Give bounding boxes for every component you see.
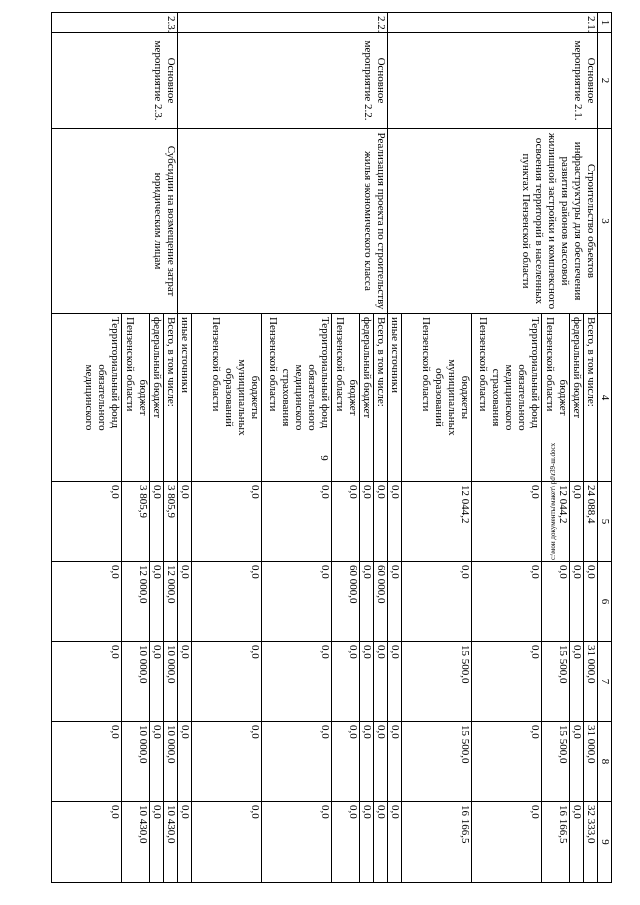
amount-cell: 0,0 [192,642,262,722]
amount-cell: 0,0 [402,562,472,642]
amount-cell: 60 000,0 [374,562,388,642]
funding-source-line: Пензенской области [267,317,279,412]
amount-cell: 0,0 [332,642,360,722]
funding-source-line: бюджет [347,379,359,416]
amount-cell: 0,0 [542,562,570,642]
amount-cell: 3 805,9 [122,482,150,562]
amount-cell: 0,0 [192,562,262,642]
amount-cell: 60 000,0 [332,562,360,642]
amount-cell: 0,0 [192,802,262,883]
funding-source-cell [374,314,388,482]
amount-cell: 0,0 [360,562,374,642]
amount-cell: 12 044,2 [402,482,472,562]
amount-cell: 0,0 [332,482,360,562]
funding-source-line: бюджеты [249,375,261,420]
amount-cell: 0,0 [570,802,584,883]
header-cell: 5 [598,482,612,562]
amount-cell: 0,0 [52,802,122,883]
amount-cell: 15 500,0 [542,722,570,802]
amount-cell: 0,0 [360,642,374,722]
amount-cell: 16 166,5 [542,802,570,883]
amount-cell: 0,0 [472,802,542,883]
amount-cell: 0,0 [150,722,164,802]
amount-cell: 0,0 [388,722,402,802]
amount-cell: 10 000,0 [164,722,178,802]
funding-source-cell [52,314,122,482]
funding-source-line: Всего, в том числе: [375,317,387,407]
funding-source-cell [360,314,374,482]
measure-kind-cell: Основное мероприятие 2.1. [388,33,598,129]
table-row [374,13,388,883]
funding-source-cell [388,314,402,482]
amount-cell: 15 500,0 [542,642,570,722]
amount-cell: 32 333,0 [584,802,598,883]
funding-source-line: Территориальный фонд [109,317,121,429]
amount-cell: 0,0 [178,722,192,802]
amount-cell: 0,0 [178,562,192,642]
funding-source-cell [332,314,360,482]
funding-source-line: обязательного [516,364,528,431]
funding-source-line: Пензенской области [477,317,489,412]
header-cell: 2 [598,33,612,129]
amount-cell: 0,0 [52,482,122,562]
amount-cell: 31 000,0 [584,642,598,722]
funding-source-line: обязательного [96,364,108,431]
amount-cell: 0,0 [374,802,388,883]
measure-number-cell: 2.1. [388,13,598,33]
amount-cell: 10 430,0 [164,802,178,883]
amount-cell: 0,0 [374,642,388,722]
funding-source-line: образований [223,368,235,427]
amount-cell: 0,0 [262,482,332,562]
funding-source-line: Территориальный фонд [529,317,541,429]
funding-source-line: федеральный бюджет [151,317,163,419]
funding-source-cell [164,314,178,482]
amount-cell: 0,0 [150,642,164,722]
measure-kind-cell: Основное мероприятие 2.2. [178,33,388,129]
amount-cell: 0,0 [150,482,164,562]
funding-source-line: Всего, в том числе: [585,317,597,407]
amount-cell: 0,0 [332,722,360,802]
funding-source-cell [192,314,262,482]
funding-source-line: страхования [280,368,292,427]
funding-source-line: Пензенской области [544,317,556,412]
funding-source-line: Пензенской области [210,317,222,412]
funding-source-cell [402,314,472,482]
amount-cell: 10 000,0 [164,642,178,722]
measure-number-cell: 2.2. [178,13,388,33]
amount-cell: 0,0 [262,722,332,802]
measure-title-cell: Строительство объектов инфраструктуры для обеспечения развития районов массовой жилищной застройки и комплексного освоения территорий в населенных пунктах Пензенской области [388,129,598,314]
amount-cell: 12 044,2 [542,482,570,562]
amount-cell: 0,0 [472,642,542,722]
amount-cell: 0,0 [472,722,542,802]
funding-source-line: образований [433,368,445,427]
funding-source-line: Пензенской области [334,317,346,412]
funding-source-line: муниципальных [236,359,248,436]
header-cell: 6 [598,562,612,642]
funding-source-line: бюджеты [459,375,471,420]
funding-source-cell [262,314,332,482]
amount-cell: 0,0 [52,642,122,722]
header-cell: 3 [598,129,612,314]
funding-source-line: бюджет [557,379,569,416]
table-row [584,13,598,883]
amount-cell: 0,0 [570,482,584,562]
amount-cell: 0,0 [388,482,402,562]
funding-source-cell [150,314,164,482]
rotated-table-container [62,12,612,882]
header-cell: 7 [598,642,612,722]
amount-cell: 15 500,0 [402,642,472,722]
table-row [164,13,178,883]
amount-cell: 0,0 [472,562,542,642]
amount-cell: 0,0 [262,642,332,722]
funding-source-line: обязательного [306,364,318,431]
amount-cell: 0,0 [262,802,332,883]
measure-kind-cell: Основное мероприятие 2.3. [52,33,178,129]
funding-source-line: федеральный бюджет [571,317,583,419]
amount-cell: 0,0 [150,562,164,642]
funding-source-line: Пензенской области [420,317,432,412]
funding-source-line: бюджет [137,379,149,416]
funding-source-line: иные источники [389,317,401,393]
amount-cell: 0,0 [388,562,402,642]
amount-cell: 0,0 [360,482,374,562]
amount-cell: 0,0 [374,482,388,562]
funding-source-cell [122,314,150,482]
funding-source-line: федеральный бюджет [361,317,373,419]
funding-source-cell [542,314,570,482]
funding-source-line: медицинского [83,364,95,431]
funding-source-line: Территориальный фонд [319,317,331,429]
header-cell: 1 [598,13,612,33]
amount-cell: 15 500,0 [402,722,472,802]
funding-source-line: медицинского [293,364,305,431]
amount-cell: 0,0 [332,802,360,883]
amount-cell: 0,0 [192,722,262,802]
header-cell: 9 [598,802,612,883]
amount-cell: 0,0 [360,802,374,883]
funding-source-cell [570,314,584,482]
amount-cell: 10 430,0 [122,802,150,883]
funding-source-cell [472,314,542,482]
amount-cell: 16 166,5 [402,802,472,883]
amount-cell: 0,0 [374,722,388,802]
amount-cell: 0,0 [178,642,192,722]
amount-cell: 10 000,0 [122,642,150,722]
header-cell: 4 [598,314,612,482]
funding-source-line: медицинского [503,364,515,431]
funding-source-line: иные источники [179,317,191,393]
amount-cell: 0,0 [584,562,598,642]
amount-cell: 3 805,9 [164,482,178,562]
amount-cell: 0,0 [262,562,332,642]
page-number: 6 [319,455,331,461]
amount-cell: 10 000,0 [122,722,150,802]
funding-source-line: страхования [490,368,502,427]
funding-source-cell [178,314,192,482]
amount-cell: 0,0 [52,722,122,802]
budget-table [51,12,612,883]
amount-cell: 0,0 [360,722,374,802]
measure-title-cell: Субсидии на возмещение затрат юридическим лицам [52,129,178,314]
amount-cell: 0,0 [150,802,164,883]
amount-cell: 0,0 [178,802,192,883]
funding-source-line: Всего, в том числе: [165,317,177,407]
header-cell: 8 [598,722,612,802]
amount-cell: 0,0 [192,482,262,562]
amount-cell: 0,0 [570,722,584,802]
funding-source-cell [584,314,598,482]
funding-source-line: муниципальных [446,359,458,436]
measure-number-cell: 2.3. [52,13,178,33]
amount-cell: 0,0 [388,802,402,883]
amount-cell: 0,0 [178,482,192,562]
amount-cell: 0,0 [52,562,122,642]
amount-cell: 0,0 [570,562,584,642]
header-row [598,13,612,883]
amount-cell: 24 088,4 [584,482,598,562]
amount-cell: 0,0 [472,482,542,562]
amount-cell: 0,0 [570,642,584,722]
measure-title-cell: Реализация проекта по строительству жилья экономического класса [178,129,388,314]
amount-cell: 0,0 [388,642,402,722]
file-path-footer: с:\мои документы\макет\ pd\r39-ш.docx [549,442,557,560]
amount-cell: 12 000,0 [122,562,150,642]
amount-cell: 31 000,0 [584,722,598,802]
amount-cell: 12 000,0 [164,562,178,642]
funding-source-line: Пензенской области [124,317,136,412]
